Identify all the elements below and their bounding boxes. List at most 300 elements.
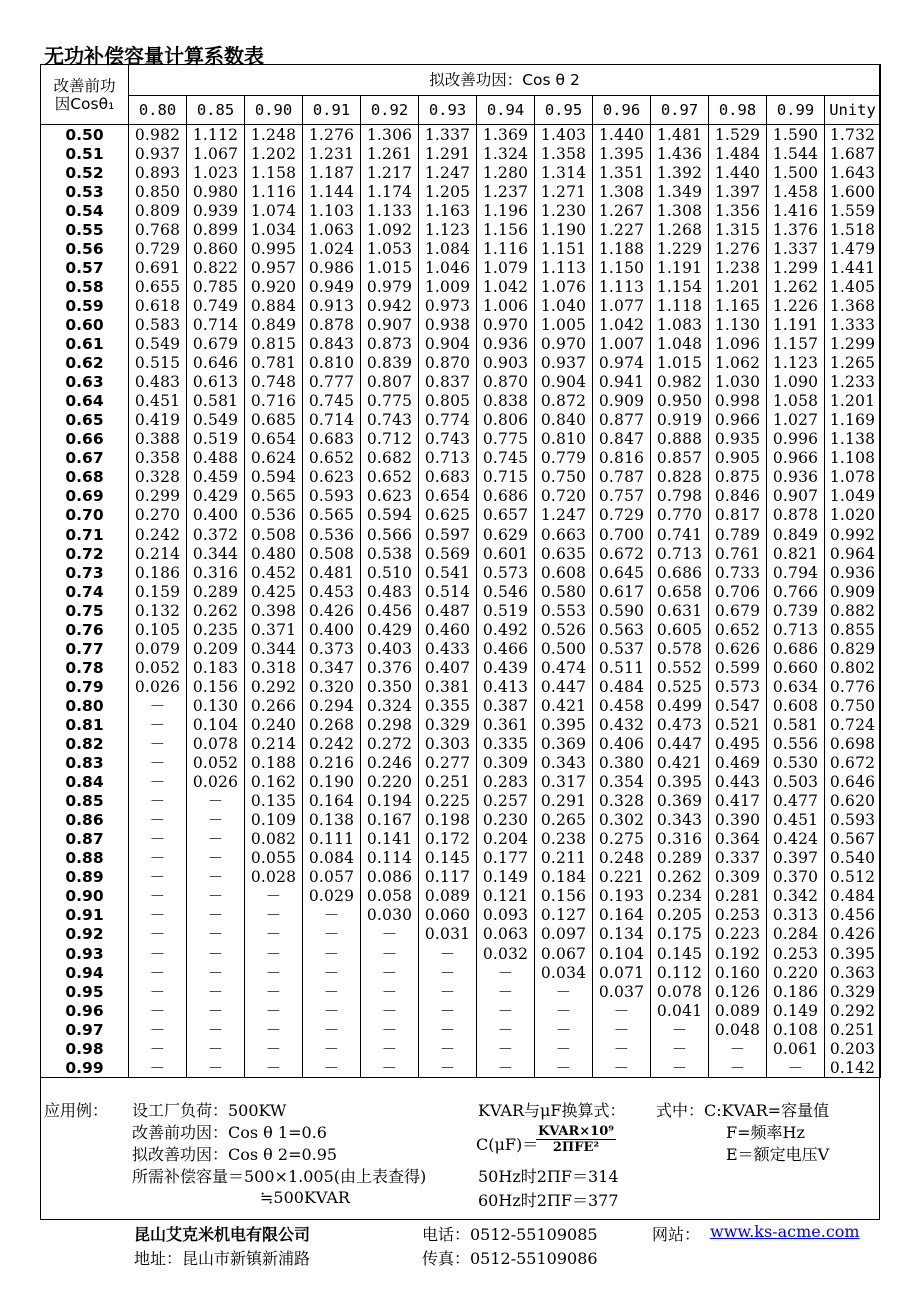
formula-denominator: 2ΠFE² <box>552 1140 600 1155</box>
coefficient-cell: 0.593 <box>825 811 881 830</box>
coefficient-cell: 1.048 <box>651 335 709 354</box>
coefficient-cell: 1.077 <box>593 296 651 315</box>
coefficient-cell: 0.713 <box>651 544 709 563</box>
coefficient-cell: 1.299 <box>825 335 881 354</box>
coefficient-cell: 0.605 <box>651 620 709 639</box>
coefficient-cell: 0.262 <box>651 868 709 887</box>
row-pf-label: 0.77 <box>41 639 129 658</box>
coefficient-cell: 0.320 <box>303 677 361 696</box>
coefficient-cell: 0.907 <box>767 487 825 506</box>
coefficient-cell: 0.370 <box>767 868 825 887</box>
coefficient-cell: － <box>419 1001 477 1020</box>
coefficient-cell: 0.658 <box>651 582 709 601</box>
column-header: 0.91 <box>303 96 361 125</box>
row-pf-label: 0.78 <box>41 658 129 677</box>
coefficient-cell: 0.729 <box>129 239 187 258</box>
coefficient-cell: 0.620 <box>825 792 881 811</box>
coefficient-cell: 0.964 <box>825 544 881 563</box>
coefficient-cell: 1.150 <box>593 258 651 277</box>
row-pf-label: 0.79 <box>41 677 129 696</box>
coefficient-cell: 0.223 <box>709 925 767 944</box>
coefficient-cell: 1.233 <box>825 373 881 392</box>
coefficient-cell: － <box>651 1058 709 1078</box>
example-line5: ≒500KVAR <box>260 1188 350 1207</box>
coefficient-cell: 0.492 <box>477 620 535 639</box>
coefficient-cell: 0.838 <box>477 392 535 411</box>
coefficient-cell: 0.499 <box>651 696 709 715</box>
coefficient-cell: 0.870 <box>477 373 535 392</box>
coefficient-cell: 0.061 <box>767 1039 825 1058</box>
coefficient-cell: － <box>593 1020 651 1039</box>
conversion-50hz: 50Hz时2ΠF＝314 <box>478 1167 619 1186</box>
column-header: 0.94 <box>477 96 535 125</box>
coefficient-cell: 0.058 <box>361 887 419 906</box>
row-pf-label: 0.70 <box>41 506 129 525</box>
coefficient-cell: － <box>419 982 477 1001</box>
coefficient-cell: 0.246 <box>361 754 419 773</box>
coefficient-cell: 0.034 <box>535 963 593 982</box>
coefficient-cell: 1.006 <box>477 296 535 315</box>
coefficient-cell: 0.849 <box>245 315 303 334</box>
coefficient-cell: 0.634 <box>767 677 825 696</box>
coefficient-cell: 0.108 <box>767 1020 825 1039</box>
row-pf-label: 0.62 <box>41 354 129 373</box>
coefficient-cell: 0.299 <box>129 487 187 506</box>
coefficient-cell: 0.355 <box>419 696 477 715</box>
coefficient-cell: 1.369 <box>477 125 535 145</box>
coefficient-cell: － <box>419 1058 477 1078</box>
coefficient-cell: 0.309 <box>709 868 767 887</box>
coefficient-cell: 0.761 <box>709 544 767 563</box>
coefficient-cell: 0.982 <box>651 373 709 392</box>
coefficient-cell: － <box>303 1001 361 1020</box>
conversion-60hz: 60Hz时2ΠF＝377 <box>478 1191 619 1210</box>
row-pf-label: 0.68 <box>41 468 129 487</box>
row-pf-label: 0.84 <box>41 773 129 792</box>
coefficient-cell: 0.608 <box>767 696 825 715</box>
coefficient-cell: 1.191 <box>767 315 825 334</box>
coefficient-cell: 1.015 <box>361 258 419 277</box>
coefficient-cell: 0.563 <box>593 620 651 639</box>
header-before-line2: 因Cosθ₁ <box>54 94 115 113</box>
coefficient-cell: 0.757 <box>593 487 651 506</box>
coefficient-cell: 0.469 <box>709 754 767 773</box>
coefficient-cell: 0.361 <box>477 715 535 734</box>
coefficient-cell: － <box>535 1039 593 1058</box>
coefficient-cell: 1.116 <box>245 182 303 201</box>
coefficient-cell: 0.175 <box>651 925 709 944</box>
coefficient-cell: 1.123 <box>767 354 825 373</box>
coefficient-cell: － <box>187 868 245 887</box>
coefficient-cell: 0.716 <box>245 392 303 411</box>
row-pf-label: 0.71 <box>41 525 129 544</box>
column-header: 0.96 <box>593 96 651 125</box>
coefficient-cell: 0.451 <box>767 811 825 830</box>
row-pf-label: 0.66 <box>41 430 129 449</box>
coefficient-cell: 0.067 <box>535 944 593 963</box>
coefficient-cell: 0.957 <box>245 258 303 277</box>
row-pf-label: 0.63 <box>41 373 129 392</box>
coefficient-cell: 1.144 <box>303 182 361 201</box>
coefficient-cell: 1.015 <box>651 354 709 373</box>
coefficient-cell: 1.090 <box>767 373 825 392</box>
coefficient-cell: 0.283 <box>477 773 535 792</box>
coefficient-cell: 0.720 <box>535 487 593 506</box>
coefficient-cell: 0.839 <box>361 354 419 373</box>
coefficient-cell: 1.559 <box>825 201 881 220</box>
coefficient-cell: 0.294 <box>303 696 361 715</box>
coefficient-cell: 0.810 <box>303 354 361 373</box>
coefficient-cell: 0.877 <box>593 411 651 430</box>
coefficient-cell: － <box>303 982 361 1001</box>
coefficient-cell: 0.521 <box>709 715 767 734</box>
coefficient-cell: 0.149 <box>767 1001 825 1020</box>
coefficient-cell: － <box>187 830 245 849</box>
coefficient-cell: 1.248 <box>245 125 303 145</box>
coefficient-cell: 1.238 <box>709 258 767 277</box>
coefficient-cell: 0.821 <box>767 544 825 563</box>
coefficient-cell: 0.398 <box>245 601 303 620</box>
column-header: 0.85 <box>187 96 245 125</box>
coefficient-cell: 0.536 <box>245 506 303 525</box>
coefficient-cell: 1.314 <box>535 163 593 182</box>
coefficient-cell: 0.242 <box>303 735 361 754</box>
coefficient-cell: 0.629 <box>477 525 535 544</box>
row-pf-label: 0.88 <box>41 849 129 868</box>
row-pf-label: 0.74 <box>41 582 129 601</box>
coefficient-cell: 0.840 <box>535 411 593 430</box>
coefficient-cell: 0.613 <box>187 373 245 392</box>
coefficient-cell: 0.216 <box>303 754 361 773</box>
coefficient-cell: 0.748 <box>245 373 303 392</box>
coefficient-cell: 1.732 <box>825 125 881 145</box>
coefficient-cell: 1.096 <box>709 335 767 354</box>
coefficient-cell: 1.395 <box>593 144 651 163</box>
company-name: 昆山艾克米机电有限公司 <box>134 1225 311 1244</box>
coefficient-cell: 0.205 <box>651 906 709 925</box>
coefficient-cell: 0.078 <box>187 735 245 754</box>
coefficient-cell: 0.982 <box>129 125 187 145</box>
coefficient-cell: 0.829 <box>825 639 881 658</box>
coefficient-cell: 1.157 <box>767 335 825 354</box>
coefficient-cell: 1.349 <box>651 182 709 201</box>
coefficient-cell: 0.142 <box>825 1058 881 1078</box>
coefficient-cell: 0.623 <box>361 487 419 506</box>
coefficient-cell: 0.631 <box>651 601 709 620</box>
coefficient-cell: 1.299 <box>767 258 825 277</box>
coefficient-cell: 0.433 <box>419 639 477 658</box>
coefficient-cell: 1.590 <box>767 125 825 145</box>
coefficient-cell: 0.480 <box>245 544 303 563</box>
coefficient-cell: 1.484 <box>709 144 767 163</box>
coefficient-cell: 1.368 <box>825 296 881 315</box>
coefficient-cell: － <box>303 1039 361 1058</box>
coefficient-cell: 1.042 <box>593 315 651 334</box>
formula-lhs: C(μF)＝ <box>476 1135 539 1154</box>
coefficient-cell: 0.162 <box>245 773 303 792</box>
row-pf-label: 0.99 <box>41 1058 129 1078</box>
coefficient-cell: 0.329 <box>419 715 477 734</box>
coefficient-cell: 0.624 <box>245 449 303 468</box>
coefficient-cell: 0.298 <box>361 715 419 734</box>
coefficient-cell: 0.798 <box>651 487 709 506</box>
coefficient-cell: 0.855 <box>825 620 881 639</box>
coefficient-cell: 0.145 <box>651 944 709 963</box>
coefficient-cell: 0.481 <box>303 563 361 582</box>
coefficient-cell: － <box>709 1039 767 1058</box>
coefficient-cell: － <box>129 830 187 849</box>
coefficient-cell: 1.133 <box>361 201 419 220</box>
coefficient-cell: 0.936 <box>477 335 535 354</box>
coefficient-cell: 0.685 <box>245 411 303 430</box>
coefficient-cell: 0.700 <box>593 525 651 544</box>
coefficient-cell: 1.165 <box>709 296 767 315</box>
coefficient-cell: 1.108 <box>825 449 881 468</box>
coefficient-cell: 0.289 <box>187 582 245 601</box>
coefficient-cell: 0.860 <box>187 239 245 258</box>
coefficient-cell: 0.573 <box>477 563 535 582</box>
coefficient-cell: 0.031 <box>419 925 477 944</box>
website-link[interactable]: www.ks-acme.com <box>710 1222 860 1241</box>
coefficient-cell: 0.807 <box>361 373 419 392</box>
coefficient-cell: 0.995 <box>245 239 303 258</box>
coefficient-cell: 0.672 <box>825 754 881 773</box>
coefficient-cell: 0.084 <box>303 849 361 868</box>
coefficient-cell: 0.188 <box>245 754 303 773</box>
coefficient-cell: 0.483 <box>361 582 419 601</box>
coefficient-cell: － <box>129 849 187 868</box>
coefficient-cell: 0.190 <box>303 773 361 792</box>
coefficient-cell: 0.343 <box>535 754 593 773</box>
coefficient-cell: 0.986 <box>303 258 361 277</box>
coefficient-cell: 0.822 <box>187 258 245 277</box>
coefficient-cell: 0.458 <box>593 696 651 715</box>
coefficient-cell: 1.007 <box>593 335 651 354</box>
coefficient-cell: 0.846 <box>709 487 767 506</box>
coefficient-cell: 1.201 <box>709 277 767 296</box>
coefficient-cell: 0.192 <box>709 944 767 963</box>
coefficient-cell: 0.768 <box>129 220 187 239</box>
coefficient-cell: 1.440 <box>593 125 651 145</box>
coefficient-cell: 0.750 <box>825 696 881 715</box>
coefficient-cell: 0.214 <box>129 544 187 563</box>
coefficient-cell: 1.276 <box>303 125 361 145</box>
coefficient-cell: 0.390 <box>709 811 767 830</box>
coefficient-cell: 1.079 <box>477 258 535 277</box>
coefficient-cell: 0.198 <box>419 811 477 830</box>
coefficient-cell: 0.998 <box>709 392 767 411</box>
coefficient-cell: 1.351 <box>593 163 651 182</box>
coefficient-cell: 0.510 <box>361 563 419 582</box>
conversion-title: KVAR与μF换算式： <box>478 1101 626 1120</box>
coefficient-cell: 0.553 <box>535 601 593 620</box>
coefficient-cell: 1.247 <box>419 163 477 182</box>
company-fax: 传真：0512-55109086 <box>422 1249 598 1268</box>
coefficient-cell: 0.904 <box>419 335 477 354</box>
coefficient-cell: 1.205 <box>419 182 477 201</box>
coefficient-cell: 0.369 <box>651 792 709 811</box>
column-header: 0.80 <box>129 96 187 125</box>
coefficient-cell: 0.663 <box>535 525 593 544</box>
coefficient-cell: 1.481 <box>651 125 709 145</box>
coefficient-cell: 0.453 <box>303 582 361 601</box>
coefficient-cell: 0.882 <box>825 601 881 620</box>
coefficient-cell: － <box>245 1001 303 1020</box>
coefficient-cell: 1.053 <box>361 239 419 258</box>
coefficient-cell: 0.397 <box>767 849 825 868</box>
coefficient-cell: 1.267 <box>593 201 651 220</box>
coefficient-cell: 0.097 <box>535 925 593 944</box>
column-header: 0.97 <box>651 96 709 125</box>
coefficient-cell: 0.344 <box>245 639 303 658</box>
row-pf-label: 0.56 <box>41 239 129 258</box>
coefficient-cell: 0.460 <box>419 620 477 639</box>
coefficient-cell: 0.329 <box>825 982 881 1001</box>
coefficient-cell: 0.789 <box>709 525 767 544</box>
coefficient-cell: 0.625 <box>419 506 477 525</box>
coefficient-cell: 0.052 <box>129 658 187 677</box>
coefficient-cell: 0.549 <box>129 335 187 354</box>
coefficient-cell: 0.347 <box>303 658 361 677</box>
coefficient-cell: 0.281 <box>709 887 767 906</box>
coefficient-cell: 0.919 <box>651 411 709 430</box>
row-pf-label: 0.60 <box>41 315 129 334</box>
coefficient-cell: 1.500 <box>767 163 825 182</box>
coefficient-cell: 0.429 <box>187 487 245 506</box>
coefficient-cell: 1.337 <box>767 239 825 258</box>
coefficient-cell: 0.376 <box>361 658 419 677</box>
coefficient-cell: － <box>129 887 187 906</box>
coefficient-cell: 1.280 <box>477 163 535 182</box>
coefficient-cell: 0.537 <box>593 639 651 658</box>
coefficient-cell: 0.135 <box>245 792 303 811</box>
coefficient-cell: 0.292 <box>825 1001 881 1020</box>
coefficient-cell: 0.679 <box>709 601 767 620</box>
coefficient-cell: 0.652 <box>709 620 767 639</box>
coefficient-cell: － <box>303 906 361 925</box>
coefficient-cell: 1.156 <box>477 220 535 239</box>
coefficient-cell: 0.447 <box>651 735 709 754</box>
coefficient-cell: 1.196 <box>477 201 535 220</box>
coefficient-cell: 0.425 <box>245 582 303 601</box>
coefficient-cell: 0.032 <box>477 944 535 963</box>
coefficient-cell: － <box>187 925 245 944</box>
coefficient-cell: 0.646 <box>187 354 245 373</box>
coefficient-cell: 0.324 <box>361 696 419 715</box>
column-header: 0.95 <box>535 96 593 125</box>
header-after-pf: 拟改善功因：Cos θ 2 <box>129 65 881 96</box>
coefficient-cell: 1.458 <box>767 182 825 201</box>
row-pf-label: 0.57 <box>41 258 129 277</box>
coefficient-cell: － <box>245 1058 303 1078</box>
coefficient-cell: 1.518 <box>825 220 881 239</box>
coefficient-cell: 0.495 <box>709 735 767 754</box>
coefficient-cell: 0.745 <box>303 392 361 411</box>
coefficient-cell: 0.657 <box>477 506 535 525</box>
coefficient-cell: 0.240 <box>245 715 303 734</box>
coefficient-cell: 0.581 <box>187 392 245 411</box>
coefficient-cell: 1.190 <box>535 220 593 239</box>
coefficient-cell: 1.265 <box>825 354 881 373</box>
coefficient-cell: 1.687 <box>825 144 881 163</box>
coefficient-cell: 0.623 <box>303 468 361 487</box>
coefficient-cell: 0.026 <box>129 677 187 696</box>
row-pf-label: 0.65 <box>41 411 129 430</box>
coefficient-cell: 1.092 <box>361 220 419 239</box>
example-label: 应用例： <box>44 1101 109 1120</box>
coefficient-cell: － <box>245 1020 303 1039</box>
coefficient-cell: 0.828 <box>651 468 709 487</box>
example-line4: 所需补偿容量＝500×1.005(由上表查得) <box>132 1167 427 1186</box>
coefficient-cell: 0.262 <box>187 601 245 620</box>
coefficient-cell: 0.344 <box>187 544 245 563</box>
coefficient-cell: 1.084 <box>419 239 477 258</box>
coefficient-cell: 0.421 <box>535 696 593 715</box>
coefficient-cell: 0.242 <box>129 525 187 544</box>
coefficient-cell: 0.203 <box>825 1039 881 1058</box>
coefficient-cell: 0.655 <box>129 277 187 296</box>
coefficient-cell: 1.440 <box>709 163 767 182</box>
coefficient-cell: 1.116 <box>477 239 535 258</box>
coefficient-cell: 1.169 <box>825 411 881 430</box>
coefficient-cell: 0.706 <box>709 582 767 601</box>
coefficient-cell: 1.643 <box>825 163 881 182</box>
coefficient-cell: 0.230 <box>477 811 535 830</box>
coefficient-cell: 0.980 <box>187 182 245 201</box>
coefficient-cell: 0.483 <box>129 373 187 392</box>
coefficient-cell: 0.082 <box>245 830 303 849</box>
coefficient-cell: 0.079 <box>129 639 187 658</box>
coefficient-cell: － <box>477 982 535 1001</box>
row-pf-label: 0.67 <box>41 449 129 468</box>
coefficient-cell: 0.316 <box>187 563 245 582</box>
coefficient-cell: 0.251 <box>825 1020 881 1039</box>
row-pf-label: 0.85 <box>41 792 129 811</box>
column-header: 0.92 <box>361 96 419 125</box>
coefficient-cell: 0.167 <box>361 811 419 830</box>
coefficient-cell: － <box>477 1039 535 1058</box>
coefficient-cell: 0.234 <box>651 887 709 906</box>
coefficient-cell: 0.774 <box>419 411 477 430</box>
coefficient-cell: 0.328 <box>129 468 187 487</box>
coefficient-cell: 0.037 <box>593 982 651 1001</box>
coefficient-cell: － <box>361 963 419 982</box>
coefficient-cell: － <box>129 1020 187 1039</box>
coefficient-cell: 0.466 <box>477 639 535 658</box>
coefficient-cell: 0.220 <box>361 773 419 792</box>
row-pf-label: 0.87 <box>41 830 129 849</box>
coefficient-cell: 0.400 <box>303 620 361 639</box>
coefficient-cell: 0.177 <box>477 849 535 868</box>
coefficient-cell: 0.432 <box>593 715 651 734</box>
coefficient-cell: 0.597 <box>419 525 477 544</box>
coefficient-cell: 0.373 <box>303 639 361 658</box>
coefficient-cell: 0.816 <box>593 449 651 468</box>
coefficient-cell: 0.052 <box>187 754 245 773</box>
coefficient-cell: － <box>187 1020 245 1039</box>
coefficient-cell: 1.231 <box>303 144 361 163</box>
coefficient-cell: 0.060 <box>419 906 477 925</box>
coefficient-cell: 0.873 <box>361 335 419 354</box>
coefficient-cell: 0.371 <box>245 620 303 639</box>
coefficient-cell: 0.815 <box>245 335 303 354</box>
coefficient-cell: 0.335 <box>477 735 535 754</box>
coefficient-cell: 0.594 <box>361 506 419 525</box>
coefficient-cell: 0.626 <box>709 639 767 658</box>
coefficient-cell: 0.691 <box>129 258 187 277</box>
coefficient-cell: － <box>129 773 187 792</box>
coefficient-cell: 1.479 <box>825 239 881 258</box>
